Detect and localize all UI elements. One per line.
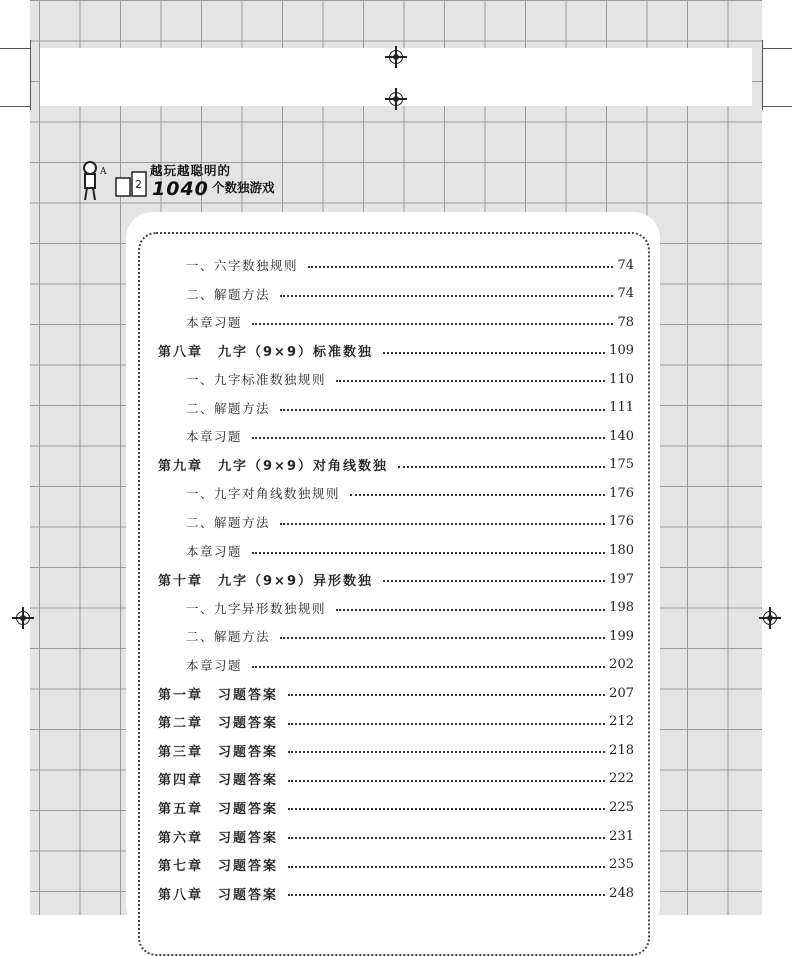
toc-entry-page: 225 [609, 799, 634, 815]
toc-entry-page: 212 [609, 714, 634, 730]
toc-dot-leader [252, 666, 605, 668]
toc-dot-leader [280, 295, 613, 297]
toc-entry-title: 第三章 习题答案 [158, 744, 279, 760]
toc-entry-title: 第九章 九字（9×9）对角线数独 [158, 459, 388, 475]
toc-entry-page: 78 [617, 314, 634, 330]
toc-dot-leader [288, 894, 605, 896]
crop-mark [0, 48, 30, 49]
toc-dot-leader [288, 808, 605, 810]
toc-entry-page: 202 [609, 657, 634, 673]
toc-entry-page: 74 [617, 286, 634, 302]
toc-entry-page: 218 [609, 742, 634, 758]
toc-entry-title: 二、解题方法 [186, 286, 271, 302]
toc-entry-page: 231 [609, 828, 634, 844]
header-title-line2: 个数独游戏 [212, 180, 275, 195]
crop-mark [762, 40, 763, 110]
toc-chapter-entry [158, 882, 634, 904]
toc-entry-title: 一、九字标准数独规则 [186, 372, 327, 388]
toc-entry-title: 本章习题 [186, 429, 243, 445]
toc-dot-leader [350, 494, 605, 496]
toc-entry-page: 140 [609, 428, 634, 444]
toc-chapter-entry [158, 454, 634, 476]
header-title-line1: 越玩越聪明的 [150, 163, 232, 178]
toc-chapter-entry [158, 768, 634, 790]
toc-entry-title: 第一章 习题答案 [158, 687, 279, 703]
toc-chapter-entry [158, 739, 634, 761]
toc-entry-title: 二、解题方法 [186, 514, 271, 530]
toc-dot-leader [336, 380, 605, 382]
toc-entry-page: 235 [609, 857, 634, 873]
toc-section-entry [186, 625, 634, 647]
toc-section-entry [186, 254, 634, 276]
toc-dot-leader [280, 523, 605, 525]
toc-entry-title: 一、九字对角线数独规则 [186, 486, 341, 502]
toc-entry-title: 第八章 九字（9×9）标准数独 [158, 345, 373, 361]
toc-entry-title: 一、九字异形数独规则 [186, 600, 327, 616]
svg-text:2: 2 [135, 178, 142, 191]
toc-entry-page: 110 [609, 371, 634, 387]
toc-entry-page: 175 [609, 457, 634, 473]
toc-entry-page: 197 [609, 571, 634, 587]
toc-chapter-entry [158, 711, 634, 733]
crop-mark [762, 48, 792, 49]
registration-mark-icon [389, 50, 403, 64]
toc-entry-page: 198 [609, 600, 634, 616]
toc-entry-title: 本章习题 [186, 315, 243, 331]
crop-mark [30, 40, 31, 110]
toc-section-entry [186, 654, 634, 676]
toc-entry-page: 180 [609, 543, 634, 558]
toc-dot-leader [383, 580, 605, 582]
mascot-icon [76, 160, 110, 202]
toc-entry-page: 199 [609, 628, 634, 644]
toc-section-entry [186, 425, 634, 447]
toc-entry-page: 176 [609, 485, 634, 501]
toc-section-entry [186, 511, 634, 533]
toc-dot-leader [288, 694, 605, 696]
toc-entry-title: 第五章 习题答案 [158, 801, 279, 817]
toc-entry-title: 第八章 习题答案 [158, 887, 279, 903]
toc-entry-page: 176 [609, 514, 634, 530]
toc-dot-leader [252, 323, 613, 325]
toc-section-entry [186, 397, 634, 419]
book-icon [114, 170, 150, 200]
toc-chapter-entry [158, 796, 634, 818]
toc-dot-leader [336, 609, 605, 611]
toc-section-entry [186, 311, 634, 333]
toc-section-entry [186, 283, 634, 305]
book-header [72, 158, 302, 208]
crop-mark [762, 106, 792, 107]
registration-mark-icon [389, 92, 403, 106]
registration-mark-icon [16, 611, 30, 625]
toc-entry-page: 74 [617, 257, 634, 273]
toc-chapter-entry [158, 340, 634, 362]
toc-dot-leader [398, 466, 605, 468]
crop-mark [0, 106, 30, 107]
toc-entry-title: 第七章 习题答案 [158, 859, 279, 875]
toc-dot-leader [280, 637, 605, 639]
toc-section-entry [186, 597, 634, 619]
toc-section-entry [186, 368, 634, 390]
toc-chapter-entry [158, 825, 634, 847]
toc-entry-page: 109 [609, 343, 634, 359]
toc-dot-leader [288, 837, 605, 839]
toc-entry-page: 248 [609, 885, 634, 901]
toc-entry-title: 第十章 九字（9×9）异形数独 [158, 573, 373, 589]
toc-dot-leader [288, 723, 605, 725]
toc-entry-page: 207 [609, 685, 634, 701]
toc-chapter-entry [158, 854, 634, 876]
toc-entry-title: 二、解题方法 [186, 629, 271, 645]
toc-entry-title: 本章习题 [186, 657, 243, 673]
toc-section-entry [186, 540, 634, 562]
toc-dot-leader [280, 409, 605, 411]
toc-dot-leader [308, 266, 613, 268]
toc-dot-leader [252, 437, 605, 439]
toc-chapter-entry [158, 568, 634, 590]
toc-dot-leader [288, 751, 605, 753]
svg-text:A: A [100, 167, 107, 177]
toc-entry-title: 第六章 习题答案 [158, 830, 279, 846]
toc-section-entry [186, 482, 634, 504]
toc-entry-title: 二、解题方法 [186, 400, 271, 416]
toc-entry-page: 222 [609, 771, 634, 787]
registration-mark-icon [763, 611, 777, 625]
toc-entry-title: 第二章 习题答案 [158, 716, 279, 732]
toc-dot-leader [288, 866, 605, 868]
toc-entry-title: 本章习题 [186, 543, 243, 559]
toc-entry-title: 一、六字数独规则 [186, 258, 299, 273]
toc-entry-title: 第四章 习题答案 [158, 773, 279, 789]
header-title-number: 1040 [152, 178, 209, 200]
toc-panel [126, 212, 660, 932]
toc-chapter-entry [158, 682, 634, 704]
toc-dot-leader [252, 552, 605, 554]
toc-dot-leader [383, 352, 605, 354]
toc-entry-page: 111 [609, 400, 634, 416]
toc-dot-leader [288, 780, 605, 782]
